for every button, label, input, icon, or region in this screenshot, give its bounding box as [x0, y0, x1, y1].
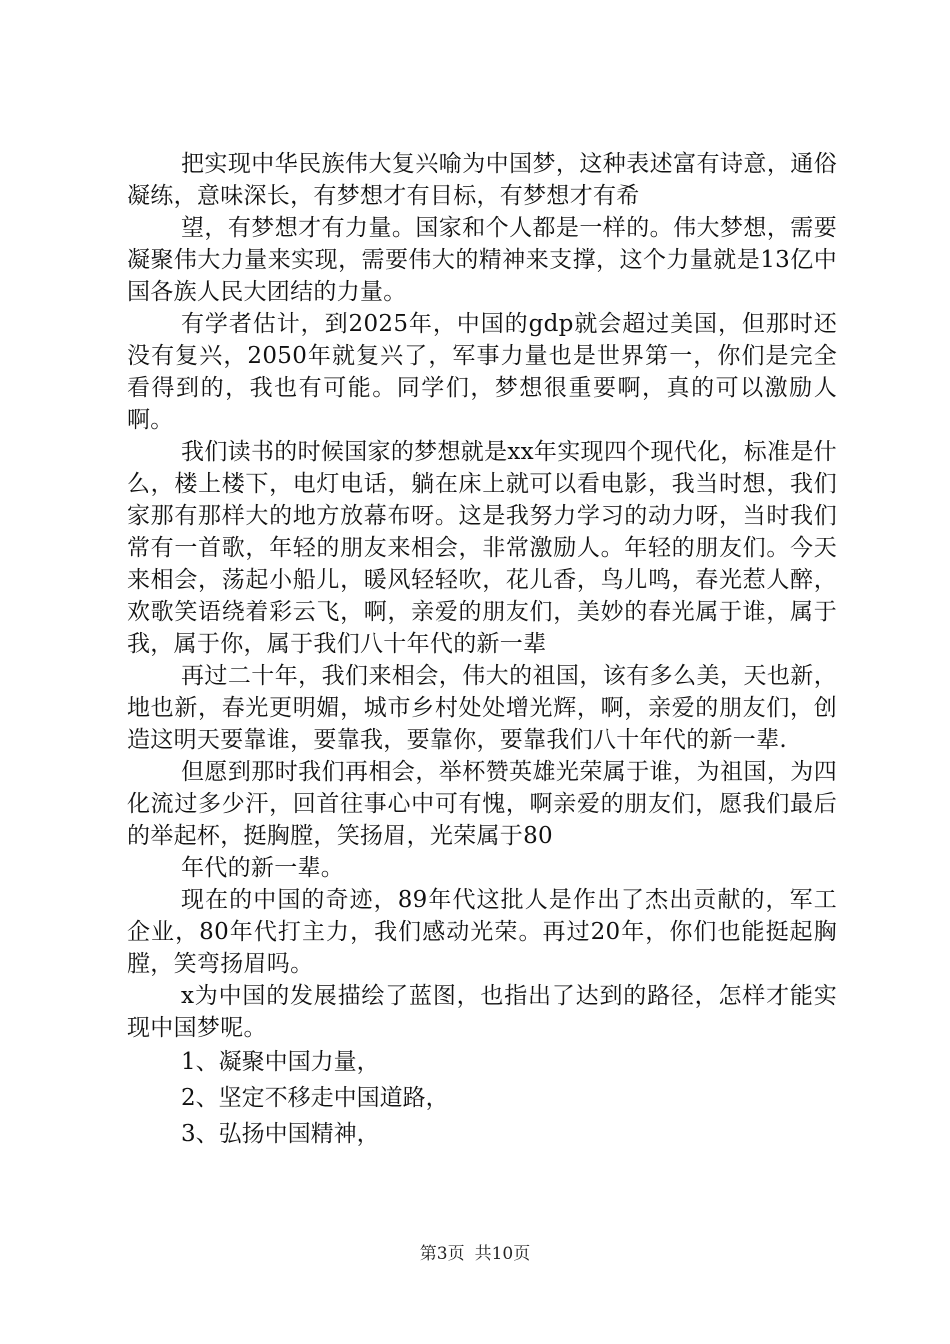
paragraph: 再过二十年，我们来相会，伟大的祖国，该有多么美，天也新，地也新，春光更明媚，城市乡村处处增光辉，啊，亲爱的朋友们，创造这明天要靠谁，要靠我，要靠你，要靠我们八十年代的新一辈. — [127, 663, 837, 753]
paragraph: 但愿到那时我们再相会，举杯赞英雄光荣属于谁，为祖国，为四化流过多少汗，回首往事心中可有愧，啊亲爱的朋友们，愿我们最后的举起杯，挺胸膛，笑扬眉，光荣属于80 — [127, 759, 837, 849]
list-item: 3、弘扬中国精神， — [181, 1121, 380, 1147]
paragraph: 现在的中国的奇迹，89年代这批人是作出了杰出贡献的，军工企业，80年代打主力，我们感动光荣。再过20年，你们也能挺起胸膛，笑弯扬眉吗。 — [127, 887, 837, 977]
list-item: 1、凝聚中国力量， — [181, 1049, 380, 1075]
paragraph: 我们读书的时候国家的梦想就是xx年实现四个现代化，标准是什么，楼上楼下，电灯电话，躺在床上就可以看电影，我当时想，我们家那有那样大的地方放幕布呀。这是我努力学习的动力呀，当时我们常有一首歌，年轻的朋友来相会，非常激励人。年轻的朋友们。今天来相会，荡起小船儿，暖风轻轻吹，花儿香，鸟儿鸣，春光惹人醉，欢歌笑语绕着彩云飞，啊，亲爱的朋友们，美妙的春光属于谁，属于我，属于你，属于我们八十年代的新一辈 — [127, 439, 837, 657]
paragraph: 有学者估计，到2025年，中国的gdp就会超过美国，但那时还没有复兴，2050年就复兴了，军事力量也是世界第一，你们是完全看得到的，我也有可能。同学们，梦想很重要啊，真的可以激励人啊。 — [127, 311, 837, 433]
page-total: 共10页 — [474, 1244, 531, 1264]
page-number: 第3页 — [419, 1244, 465, 1264]
page-footer — [0, 1243, 950, 1265]
paragraph: x为中国的发展描绘了蓝图，也指出了达到的路径，怎样才能实现中国梦呢。 — [127, 983, 837, 1041]
list-item: 2、坚定不移走中国道路， — [181, 1085, 449, 1111]
paragraph: 年代的新一辈。 — [181, 855, 345, 881]
document-body — [127, 148, 837, 1152]
paragraph: 把实现中华民族伟大复兴喻为中国梦，这种表述富有诗意，通俗凝练，意味深长，有梦想才有目标，有梦想才有希 — [127, 151, 837, 209]
paragraph: 望，有梦想才有力量。国家和个人都是一样的。伟大梦想，需要凝聚伟大力量来实现，需要伟大的精神来支撑，这个力量就是13亿中国各族人民大团结的力量。 — [127, 215, 837, 305]
